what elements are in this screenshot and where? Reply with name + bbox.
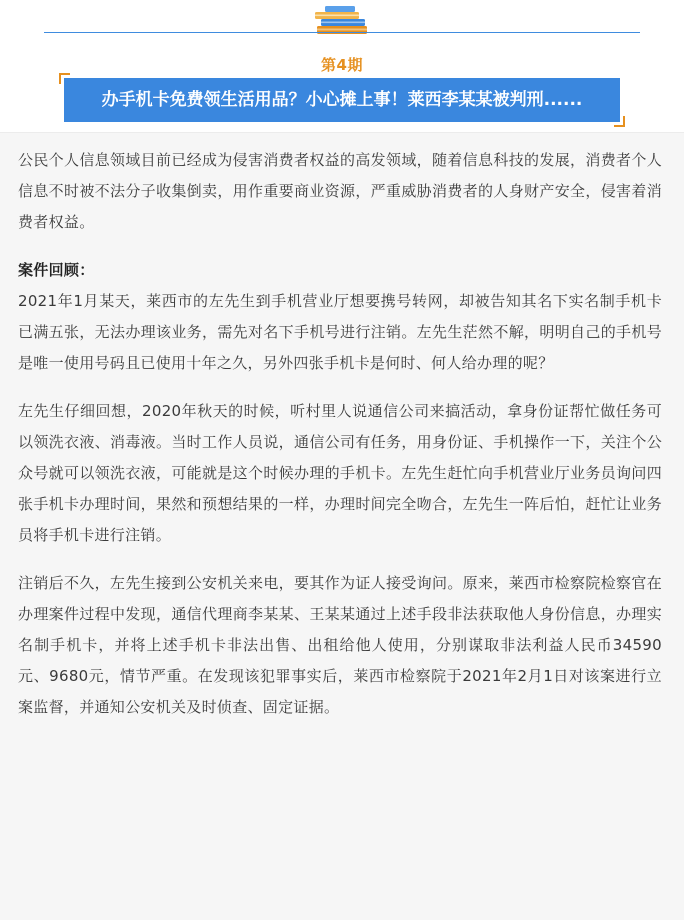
intro-paragraph: 公民个人信息领域目前已经成为侵害消费者权益的高发领域，随着信息科技的发展，消费者个人信息不时被不法分子收集倒卖，用作重要商业资源，严重威胁消费者的人身财产安全，侵害着消费者权益。 (18, 151, 662, 231)
issue-number: 第4期 (321, 56, 363, 74)
article-header (0, 0, 684, 132)
case-paragraph-3: 注销后不久，左先生接到公安机关来电，要其作为证人接受询问。原来，莱西市检察院检察官在办理案件过程中发现，通信代理商李某某、王某某通过上述手段非法获取他人身份信息，办理实名制手机卡，并将上述手机卡非法出售、出租给他人使用，分别谋取非法利益人民币34590元、9680元，情节严重。在发现该犯罪事实后，莱西市检察院于2021年2月1日对该案进行立案监督，并通知公安机关及时侦查、固定证据。 (18, 574, 662, 716)
title-banner (64, 78, 620, 122)
article-body (0, 132, 684, 920)
article-title: 办手机卡免费领生活用品？小心摊上事！莱西李某某被判刑...... (101, 90, 583, 110)
case-review-heading: 案件回顾： (18, 261, 95, 279)
header-divider (44, 32, 640, 33)
case-paragraph-1: 2021年1月某天，莱西市的左先生到手机营业厅想要携号转网，却被告知其名下实名制手机卡已满五张，无法办理该业务，需先对名下手机号进行注销。左先生茫然不解，明明自己的手机号是唯一使用号码且已使用十年之久，另外四张手机卡是何时、何人给办理的呢？ (18, 292, 662, 372)
case-paragraph-2: 左先生仔细回想，2020年秋天的时候，听村里人说通信公司来搞活动，拿身份证帮忙做任务可以领洗衣液、消毒液。当时工作人员说，通信公司有任务，用身份证、手机操作一下，关注个公众号就可以领洗衣液，可能就是这个时候办理的手机卡。左先生赶忙向手机营业厅业务员询问四张手机卡办理时间，果然和预想结果的一样，办理时间完全吻合，左先生一阵后怕，赶忙让业务员将手机卡进行注销。 (18, 402, 662, 544)
